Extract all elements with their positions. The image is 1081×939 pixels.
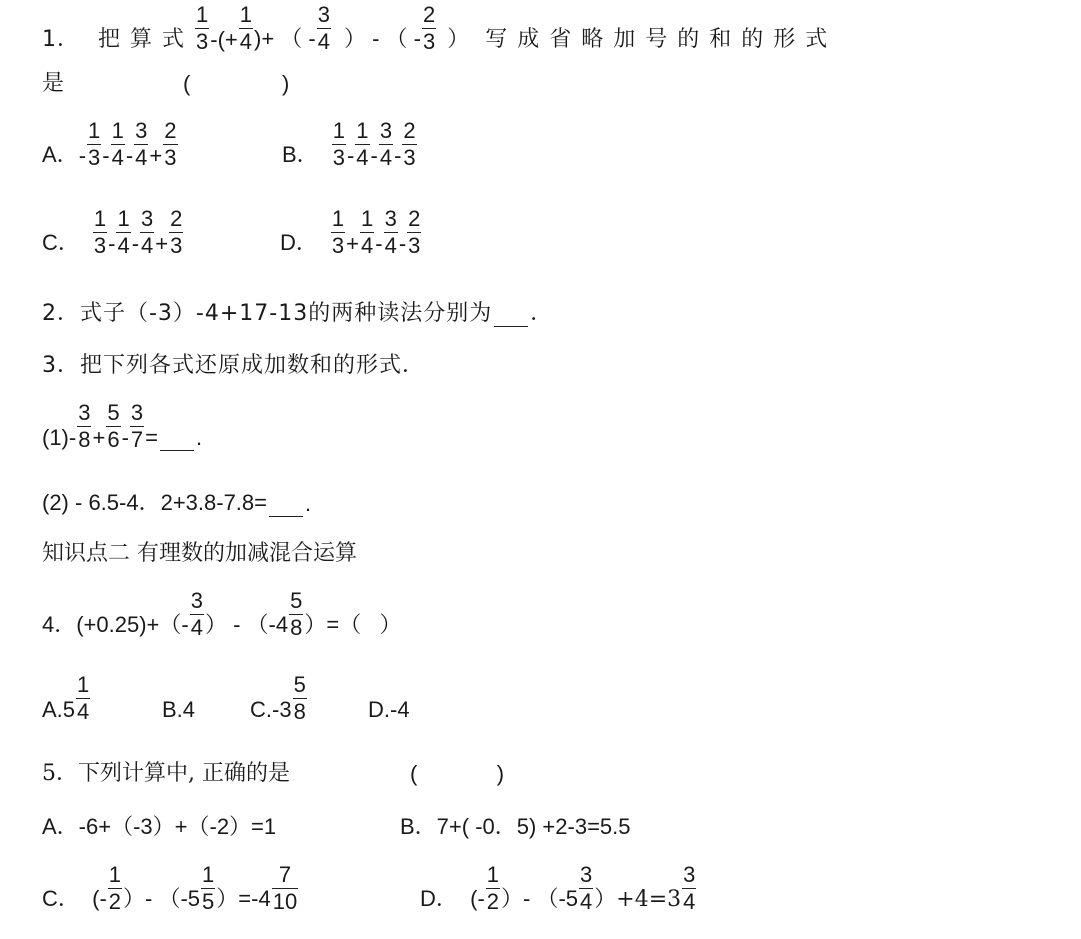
fraction: $\frac{1}{5}$ [202, 862, 215, 914]
q1-op: -(+ [210, 27, 238, 52]
answer-blank[interactable] [269, 494, 303, 517]
q1-op: ） - （ - [344, 26, 421, 51]
option-b: B．7+( -0．5) +2-3=5.5 [400, 814, 631, 839]
fraction: $\frac{2}{3}$ [170, 206, 183, 258]
option-d: D． $\frac{1}{3}$ + $\frac{1}{4}$ - $\frac{3}{4}$ - $\frac{2}{3}$ [280, 206, 421, 258]
q1-tail: 写成省略加号的和的形式 [485, 27, 838, 52]
fraction: $\frac{3}{7}$ [130, 400, 144, 452]
fraction: $\frac{1}{3}$ [88, 118, 101, 170]
q1-op: )+ （ - [254, 26, 316, 51]
fraction: $\frac{3}{4}$ [141, 206, 154, 258]
q1-line2: 是 [42, 71, 66, 96]
q5-options-ab [42, 810, 631, 841]
option-a: A． - $\frac{1}{3}$ - $\frac{1}{4}$ - $\frac{3}{4}$ + $\frac{2}{3}$ [42, 118, 177, 170]
fraction: $\frac{1}{3}$ [332, 118, 345, 170]
fraction: $\frac{2}{3}$ [423, 2, 436, 54]
question-3-part-1: (1)- $\frac{3}{8}$ + $\frac{5}{6}$ - $\frac{3}{7}$ = . [42, 400, 203, 452]
fraction: $\frac{5}{8}$ [290, 588, 303, 640]
option-c: C.-3 $\frac{5}{8}$ [250, 672, 306, 724]
option-b: B.4 [162, 697, 196, 722]
fraction: $\frac{1}{2}$ [486, 862, 500, 914]
fraction: $\frac{1}{2}$ [108, 862, 122, 914]
fraction: $\frac{7}{10}$ [272, 862, 298, 914]
q3-text: 3．把下列各式还原成加数和的形式． [42, 353, 425, 378]
fraction: $\frac{1}{4}$ [117, 206, 130, 258]
fraction: $\frac{3}{4}$ [317, 2, 330, 54]
question-2: 2．式子（-3）-4+17-13的两种读法分别为 ． [42, 296, 552, 327]
question-1 [42, 4, 1057, 53]
q1-prefix: 1． [42, 27, 80, 52]
answer-paren: ( ) [409, 761, 505, 786]
option-c: C． $\frac{1}{3}$ - $\frac{1}{4}$ - $\frac{3}{4}$ + $\frac{2}{3}$ [42, 206, 183, 258]
option-a: A.5 $\frac{1}{4}$ [42, 672, 90, 724]
q4-options [42, 674, 410, 723]
fraction: $\frac{5}{6}$ [107, 400, 120, 452]
fraction: $\frac{3}{4}$ [580, 862, 593, 914]
question-5 [42, 756, 504, 787]
fraction: $\frac{1}{4}$ [111, 118, 124, 170]
fraction: $\frac{5}{8}$ [293, 672, 306, 724]
fraction: $\frac{1}{3}$ [331, 206, 345, 258]
fraction: $\frac{2}{3}$ [408, 206, 421, 258]
q1-text: 把算式 [98, 27, 195, 52]
fraction: $\frac{3}{4}$ [384, 206, 397, 258]
fraction: $\frac{1}{4}$ [77, 672, 90, 724]
answer-paren: ( ) [183, 71, 290, 96]
fraction: $\frac{1}{3}$ [93, 206, 107, 258]
option-d: D． (- $\frac{1}{2}$ ）- （-5 $\frac{3}{4}$ ）+4=3 $\frac{3}{4}$ [420, 862, 696, 914]
question-4: 4．(+0.25)+（- $\frac{3}{4}$ ） - （-4 $\frac{5}{8}$ ）=（ ） [42, 588, 402, 640]
fraction: $\frac{3}{4}$ [683, 862, 696, 914]
q2-text: 2．式子（-3）-4+17-13的两种读法分别为 [42, 301, 493, 326]
answer-blank[interactable] [494, 304, 528, 327]
q5-options-cd [42, 864, 697, 913]
fraction: $\frac{1}{3}$ [196, 2, 209, 54]
fraction: $\frac{1}{4}$ [361, 206, 374, 258]
fraction: $\frac{3}{4}$ [190, 588, 203, 640]
section-heading: 知识点二 有理数的加减混合运算 [42, 541, 357, 566]
question-3-part-2: (2) - 6.5-4．2+3.8-7.8= . [42, 490, 312, 516]
q1-options-ab [42, 120, 418, 169]
fraction: $\frac{2}{3}$ [403, 118, 416, 170]
option-a: A．-6+（-3）+（-2）=1 [42, 814, 277, 839]
fraction: $\frac{1}{4}$ [239, 2, 253, 54]
fraction: $\frac{3}{4}$ [379, 118, 393, 170]
option-c: C． (- $\frac{1}{2}$ ）- （-5 $\frac{1}{5}$ ）=-4 $\frac{7}{10}$ [42, 862, 298, 914]
answer-blank[interactable] [160, 428, 194, 451]
q1-options-cd [42, 208, 422, 257]
fraction: $\frac{3}{4}$ [135, 118, 148, 170]
q1-op: ） [447, 26, 470, 51]
fraction: $\frac{2}{3}$ [164, 118, 177, 170]
fraction: $\frac{3}{8}$ [78, 400, 91, 452]
option-d: D.-4 [368, 697, 410, 722]
option-b: B． $\frac{1}{3}$ - $\frac{1}{4}$ - $\frac{3}{4}$ - $\frac{2}{3}$ [282, 118, 416, 170]
question-1-line2 [42, 66, 289, 97]
q5-text: 5．下列计算中, 正确的是 [42, 761, 290, 786]
fraction: $\frac{1}{4}$ [356, 118, 369, 170]
question-3 [42, 348, 425, 379]
